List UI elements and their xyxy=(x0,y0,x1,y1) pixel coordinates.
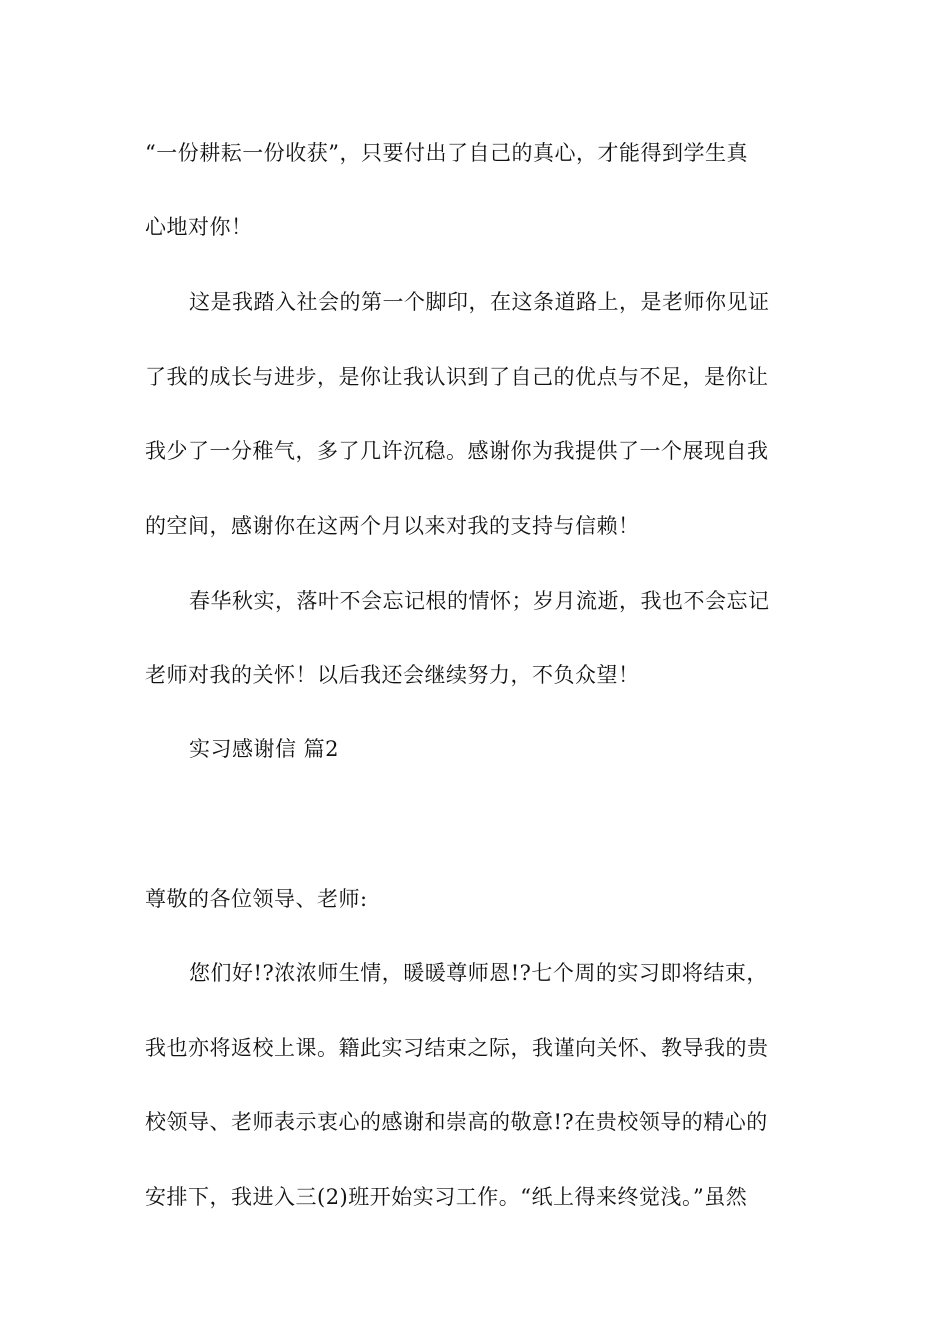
text-line: 老师对我的关怀！以后我还会继续努力，不负众望！ xyxy=(145,663,640,687)
paragraph-start-line: 这是我踏入社会的第一个脚印，在这条道路上，是老师你见证 xyxy=(189,290,770,314)
text-line: 的空间，感谢你在这两个月以来对我的支持与信赖！ xyxy=(145,514,640,538)
text-line: 了我的成长与进步，是你让我认识到了自己的优点与不足，是你让 xyxy=(145,365,769,389)
section-heading: 实习感谢信 篇2 xyxy=(189,737,340,761)
salutation: 尊敬的各位领导、老师: xyxy=(145,887,368,911)
text-line: 我少了一分稚气，多了几许沉稳。感谢你为我提供了一个展现自我 xyxy=(145,439,769,463)
text-line: 校领导、老师表示衷心的感谢和崇高的敬意!?在贵校领导的精心的 xyxy=(145,1110,768,1134)
paragraph-start-line: 春华秋实，落叶不会忘记根的情怀；岁月流逝，我也不会忘记 xyxy=(189,589,770,613)
text-line: “一份耕耘一份收获”，只要付出了自己的真心，才能得到学生真 xyxy=(145,141,748,165)
text-line: 我也亦将返校上课。籍此实习结束之际，我谨向关怀、教导我的贵 xyxy=(145,1036,769,1060)
text-line: 心地对你！ xyxy=(145,215,253,239)
paragraph-start-line: 您们好!?浓浓师生情，暖暖尊师恩!?七个周的实习即将结束， xyxy=(189,961,768,985)
text-line: 安排下，我进入三(2)班开始实习工作。“纸上得来终觉浅。”虽然 xyxy=(145,1185,748,1209)
